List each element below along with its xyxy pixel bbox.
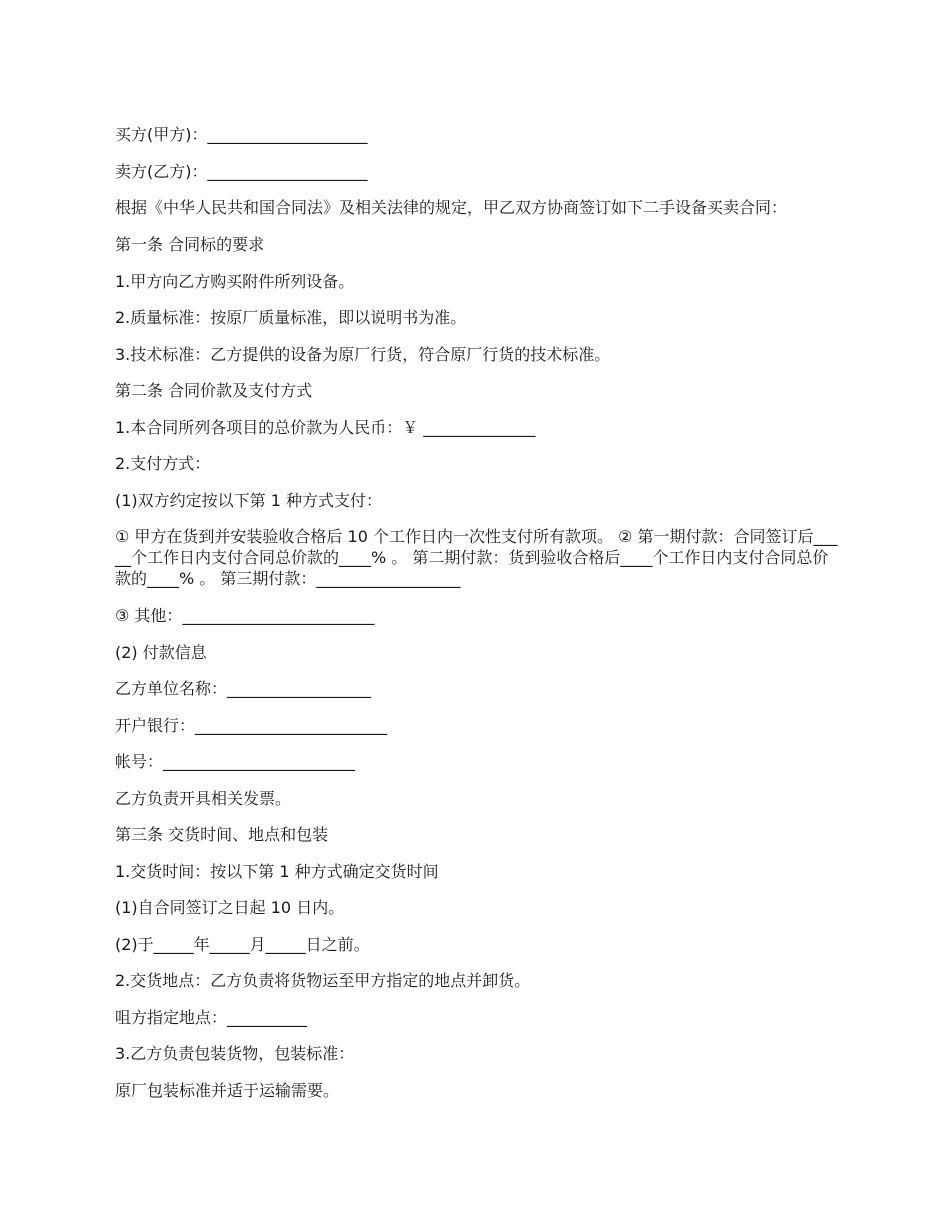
invoice-note: 乙方负责开具相关发票。 (115, 788, 292, 808)
document-body (115, 124, 840, 1116)
seller-line: 卖方(乙方)：____________________ (115, 161, 368, 181)
article-2-heading: 第二条 合同价款及支付方式 (115, 381, 313, 400)
payment-option-1: (1)双方约定按以下第 1 种方式支付： (115, 490, 383, 510)
article-3-clause-1: 1.交货时间：按以下第 1 种方式确定交货时间 (115, 861, 439, 881)
delivery-option-2: (2)于_____年_____月_____日之前。 (115, 934, 370, 954)
article-3-clause-3: 3.乙方负责包装货物，包装标准： (115, 1044, 355, 1063)
article-1-clause-2: 2.质量标准：按原厂质量标准，即以说明书为准。 (115, 308, 467, 327)
payment-other: ③ 其他：________________________ (115, 606, 375, 625)
account-number: 帐号：________________________ (115, 752, 356, 771)
article-2-clause-1: 1.本合同所列各项目的总价款为人民币：￥ ______________ (115, 417, 536, 437)
article-3-clause-2: 2.交货地点：乙方负责将货物运至甲方指定的地点并卸货。 (115, 971, 531, 990)
packaging-standard: 原厂包装标准并适于运输需要。 (115, 1080, 340, 1100)
article-1-clause-1: 1.甲方向乙方购买附件所列设备。 (115, 271, 355, 291)
payment-installments: ① 甲方在货到并安装验收合格后 10 个工作日内一次性支付所有款项。 ② 第一期付款：合同签订后_____个工作日内支付合同总价款的____% 。 第二期付款：货到验收合格后____个工作日内支付合同总价款的____% 。 第三期付款：__________________ (115, 527, 838, 588)
bank-name: 开户银行：________________________ (115, 715, 388, 735)
preamble: 根据《中华人民共和国合同法》及相关法律的规定，甲乙双方协商签订如下二手设备买卖合同： (115, 198, 788, 217)
seller-company-name: 乙方单位名称：__________________ (115, 679, 372, 698)
article-1-heading: 第一条 合同标的要求 (115, 235, 265, 254)
delivery-location: 咀方指定地点：__________ (115, 1007, 308, 1027)
article-3-heading: 第三条 交货时间、地点和包装 (115, 825, 329, 844)
article-2-clause-2: 2.支付方式： (115, 454, 211, 473)
delivery-option-1: (1)自合同签订之日起 10 日内。 (115, 898, 345, 917)
payment-info-heading: (2) 付款信息 (115, 642, 207, 662)
article-1-clause-3: 3.技术标准：乙方提供的设备为原厂行货，符合原厂行货的技术标准。 (115, 344, 611, 364)
buyer-line: 买方(甲方)：____________________ (115, 125, 368, 144)
